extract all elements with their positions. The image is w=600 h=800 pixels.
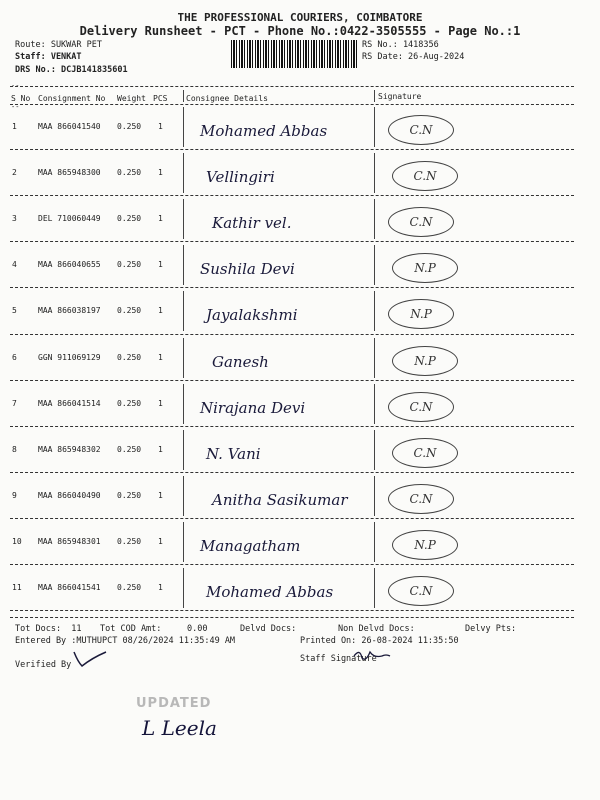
row-status-stamp: C.N <box>388 392 454 422</box>
row-sno: 9 <box>12 490 17 500</box>
verified-by-label: Verified By <box>15 660 72 670</box>
row-pcs: 1 <box>158 260 163 270</box>
row-sno: 6 <box>12 352 17 362</box>
col-consignee: Consignee Details <box>186 94 268 103</box>
non-delvd-docs: Non Delvd Docs: <box>338 624 415 634</box>
row-divider <box>10 149 574 150</box>
row-consignment: MAA 866041540 <box>38 122 101 131</box>
col-divider <box>183 291 184 331</box>
col-divider <box>183 384 184 424</box>
row-status-stamp: C.N <box>392 161 458 191</box>
route-label: Route: SUKWAR PET <box>15 40 102 50</box>
tot-docs: Tot Docs: 11 <box>15 624 82 634</box>
col-divider <box>183 476 184 516</box>
row-weight: 0.250 <box>117 490 142 500</box>
row-pcs: 1 <box>158 444 163 454</box>
row-divider <box>10 380 574 381</box>
col-divider <box>374 153 375 193</box>
row-divider <box>10 564 574 565</box>
row-sno: 5 <box>12 306 17 316</box>
row-sno: 2 <box>12 168 17 178</box>
col-consignment: Consignment No <box>38 94 106 103</box>
col-divider <box>374 430 375 470</box>
col-divider <box>183 90 184 102</box>
col-divider <box>374 107 375 147</box>
col-divider <box>183 153 184 193</box>
handwritten-initials: L Leela <box>142 716 217 740</box>
row-consignee-signature: Nirajana Devi <box>200 398 306 417</box>
col-pcs: PCS <box>153 94 168 103</box>
row-weight: 0.250 <box>117 536 142 546</box>
row-weight: 0.250 <box>117 260 142 270</box>
row-pcs: 1 <box>158 583 163 592</box>
row-pcs: 1 <box>158 490 163 500</box>
row-consignee-signature: Sushila Devi <box>200 260 295 279</box>
row-consignee-signature: Mohamed Abbas <box>206 583 334 601</box>
col-divider <box>183 107 184 147</box>
tot-cod: Tot COD Amt: 0.00 <box>100 624 208 634</box>
barcode <box>231 40 357 68</box>
row-status-stamp: N.P <box>392 530 458 560</box>
row-weight: 0.250 <box>117 122 142 131</box>
col-divider <box>374 384 375 424</box>
row-pcs: 1 <box>158 168 163 178</box>
col-divider <box>374 476 375 516</box>
col-weight: Weight <box>117 94 146 103</box>
company-title: THE PROFESSIONAL COURIERS, COIMBATORE <box>177 11 423 24</box>
row-consignee-signature: Kathir vel. <box>212 214 292 233</box>
row-consignment: MAA 866041541 <box>38 583 101 592</box>
row-divider <box>10 241 574 242</box>
row-consignment: MAA 865948302 <box>38 444 101 454</box>
row-status-stamp: N.P <box>392 253 458 283</box>
row-consignee-signature: Managatham <box>200 536 301 555</box>
row-consignee-signature: Jayalakshmi <box>206 306 298 325</box>
row-weight: 0.250 <box>117 214 142 224</box>
col-divider <box>374 338 375 378</box>
footer-rule <box>10 617 574 618</box>
row-weight: 0.250 <box>117 352 142 362</box>
row-status-stamp: C.N <box>392 438 458 468</box>
row-consignment: MAA 865948300 <box>38 168 101 178</box>
col-signature: Signature <box>378 92 422 101</box>
row-consignee-signature: Mohamed Abbas <box>200 122 328 140</box>
row-pcs: 1 <box>158 214 163 224</box>
row-status-stamp: N.P <box>388 299 454 329</box>
row-consignee-signature: Ganesh <box>212 352 269 371</box>
row-consignment: MAA 866038197 <box>38 306 101 316</box>
row-status-stamp: C.N <box>388 484 454 514</box>
staff-signature-label: Staff Signature <box>300 654 377 664</box>
row-divider <box>10 287 574 288</box>
header-rule-top <box>10 86 574 87</box>
row-weight: 0.250 <box>117 444 142 454</box>
col-divider <box>374 199 375 239</box>
staff-signature-mark <box>352 646 392 664</box>
col-divider <box>183 245 184 285</box>
row-consignment: DEL 710060449 <box>38 214 101 224</box>
row-sno: 3 <box>12 214 17 224</box>
row-sno: 8 <box>12 444 17 454</box>
row-consignment: MAA 865948301 <box>38 536 101 546</box>
row-divider <box>10 334 574 335</box>
drs-number: DRS No.: DCJB141835601 <box>15 65 128 75</box>
row-status-stamp: C.N <box>388 207 454 237</box>
col-divider <box>183 338 184 378</box>
row-divider <box>10 426 574 427</box>
col-divider <box>374 522 375 562</box>
row-sno: 10 <box>12 536 22 546</box>
row-divider <box>10 518 574 519</box>
row-pcs: 1 <box>158 122 163 131</box>
rs-number: RS No.: 1418356 <box>362 40 439 50</box>
col-divider <box>374 245 375 285</box>
col-divider <box>183 522 184 562</box>
printed-on: Printed On: 26-08-2024 11:35:50 <box>300 636 459 646</box>
col-divider <box>374 291 375 331</box>
row-divider <box>10 610 574 611</box>
row-weight: 0.250 <box>117 398 142 408</box>
delvd-docs: Delvd Docs: <box>240 624 297 634</box>
row-consignee-signature: Vellingiri <box>206 168 275 187</box>
col-sno: S No <box>11 94 31 103</box>
row-sno: 4 <box>12 260 17 270</box>
row-weight: 0.250 <box>117 168 142 178</box>
row-pcs: 1 <box>158 352 163 362</box>
row-consignee-signature: Anitha Sasikumar <box>212 490 348 509</box>
updated-stamp: UPDATED <box>136 696 212 711</box>
row-consignment: MAA 866040655 <box>38 260 101 270</box>
row-pcs: 1 <box>158 398 163 408</box>
row-status-stamp: N.P <box>392 346 458 376</box>
entered-by: Entered By :MUTHUPCT 08/26/2024 11:35:49 AM <box>15 636 236 646</box>
col-divider <box>183 430 184 470</box>
row-pcs: 1 <box>158 536 163 546</box>
header-marker: -- <box>11 82 20 90</box>
row-divider <box>10 195 574 196</box>
row-divider <box>10 472 574 473</box>
col-divider <box>374 568 375 608</box>
verified-signature <box>72 648 108 670</box>
header-rule-bottom <box>10 104 574 105</box>
row-consignment: GGN 911069129 <box>38 352 101 362</box>
col-divider <box>183 199 184 239</box>
row-pcs: 1 <box>158 306 163 316</box>
header-marker: -- <box>11 103 20 111</box>
row-status-stamp: C.N <box>388 576 454 606</box>
runsheet-title: Delivery Runsheet - PCT - Phone No.:0422-3505555 - Page No.:1 <box>79 24 521 38</box>
row-consignment: MAA 866041514 <box>38 398 101 408</box>
rs-date: RS Date: 26-Aug-2024 <box>362 52 465 62</box>
row-weight: 0.250 <box>117 306 142 316</box>
col-divider <box>374 90 375 102</box>
row-sno: 7 <box>12 398 17 408</box>
row-weight: 0.250 <box>117 583 142 592</box>
staff-label: Staff: VENKAT <box>15 52 82 62</box>
row-sno: 11 <box>12 583 22 592</box>
col-divider <box>183 568 184 608</box>
row-consignment: MAA 866040490 <box>38 490 101 500</box>
row-consignee-signature: N. Vani <box>206 444 261 463</box>
row-sno: 1 <box>12 122 17 131</box>
delvy-pts: Delvy Pts: <box>465 624 517 634</box>
row-status-stamp: C.N <box>388 115 454 145</box>
